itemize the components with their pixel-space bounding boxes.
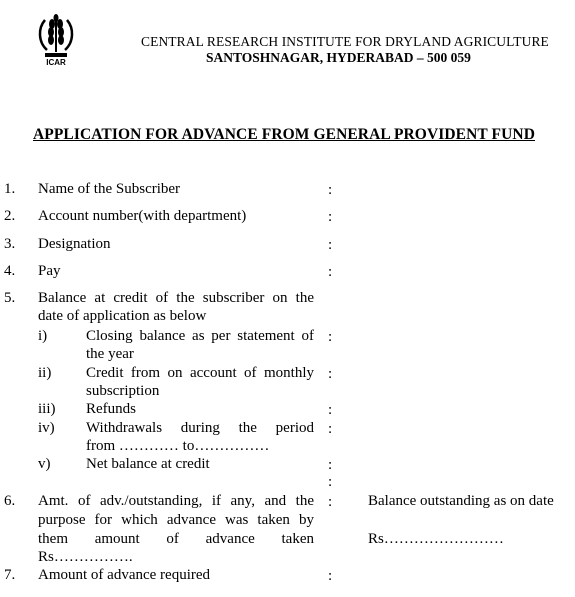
subitem-credit-line1: Credit from on account of monthly bbox=[86, 365, 314, 381]
subitem-number: ii) bbox=[38, 365, 52, 381]
item-number: 3. bbox=[4, 236, 16, 252]
institute-name: CENTRAL RESEARCH INSTITUTE FOR DRYLAND AGRICULTURE bbox=[141, 34, 549, 49]
subitem-net-balance: Net balance at credit bbox=[86, 456, 210, 472]
item-number: 4. bbox=[4, 263, 16, 279]
colon: : bbox=[328, 366, 333, 382]
item-label-balance-line2: date of application as below bbox=[38, 308, 207, 324]
item-label-balance-line1: Balance at credit of the subscriber on the bbox=[38, 290, 314, 306]
colon: : bbox=[328, 209, 333, 225]
item-label-outstanding-line2: purpose for which advance was taken by bbox=[38, 512, 314, 528]
item-label-designation: Designation bbox=[38, 236, 111, 252]
logo-text: ICAR bbox=[46, 58, 66, 67]
item-label-amount-required: Amount of advance required bbox=[38, 567, 211, 583]
colon: : bbox=[328, 494, 333, 510]
subitem-number: iii) bbox=[38, 401, 56, 417]
subitem-credit-line2: subscription bbox=[86, 383, 160, 399]
item-number: 5. bbox=[4, 290, 16, 306]
colon: : bbox=[328, 457, 333, 473]
institute-address: SANTOSHNAGAR, HYDERABAD – 500 059 bbox=[206, 50, 471, 65]
item-label-name: Name of the Subscriber bbox=[38, 181, 181, 197]
balance-outstanding-rs: Rs…………………… bbox=[368, 531, 504, 547]
subitem-closing-line2: the year bbox=[86, 346, 134, 362]
subitem-withdrawals-line1: Withdrawals during the period bbox=[86, 420, 314, 436]
item-number: 1. bbox=[4, 181, 16, 197]
item-number: 7. bbox=[4, 567, 16, 583]
colon: : bbox=[328, 421, 333, 437]
item-label-outstanding-line3: them amount of advance taken bbox=[38, 531, 314, 547]
item-number: 6. bbox=[4, 493, 16, 509]
item-label-outstanding-line4: Rs……………. bbox=[38, 549, 133, 565]
colon: : bbox=[328, 329, 333, 345]
item-label-account: Account number(with department) bbox=[38, 208, 247, 224]
balance-outstanding-label: Balance outstanding as on date bbox=[368, 493, 554, 509]
item-label-outstanding-line1: Amt. of adv./outstanding, if any, and the bbox=[38, 493, 314, 509]
colon: : bbox=[328, 402, 333, 418]
item-label-pay: Pay bbox=[38, 263, 61, 279]
icar-logo bbox=[36, 12, 76, 68]
subitem-number: iv) bbox=[38, 420, 55, 436]
colon: : bbox=[328, 264, 333, 280]
subitem-closing-line1: Closing balance as per statement of bbox=[86, 328, 314, 344]
subitem-refunds: Refunds bbox=[86, 401, 136, 417]
subitem-number: v) bbox=[38, 456, 51, 472]
colon: : bbox=[328, 237, 333, 253]
subitem-withdrawals-line2: from ………… to…………… bbox=[86, 438, 270, 454]
colon: : bbox=[328, 474, 333, 490]
form-title: APPLICATION FOR ADVANCE FROM GENERAL PROVIDENT FUND bbox=[33, 126, 535, 143]
colon: : bbox=[328, 568, 333, 584]
colon: : bbox=[328, 182, 333, 198]
subitem-number: i) bbox=[38, 328, 48, 344]
item-number: 2. bbox=[4, 208, 16, 224]
